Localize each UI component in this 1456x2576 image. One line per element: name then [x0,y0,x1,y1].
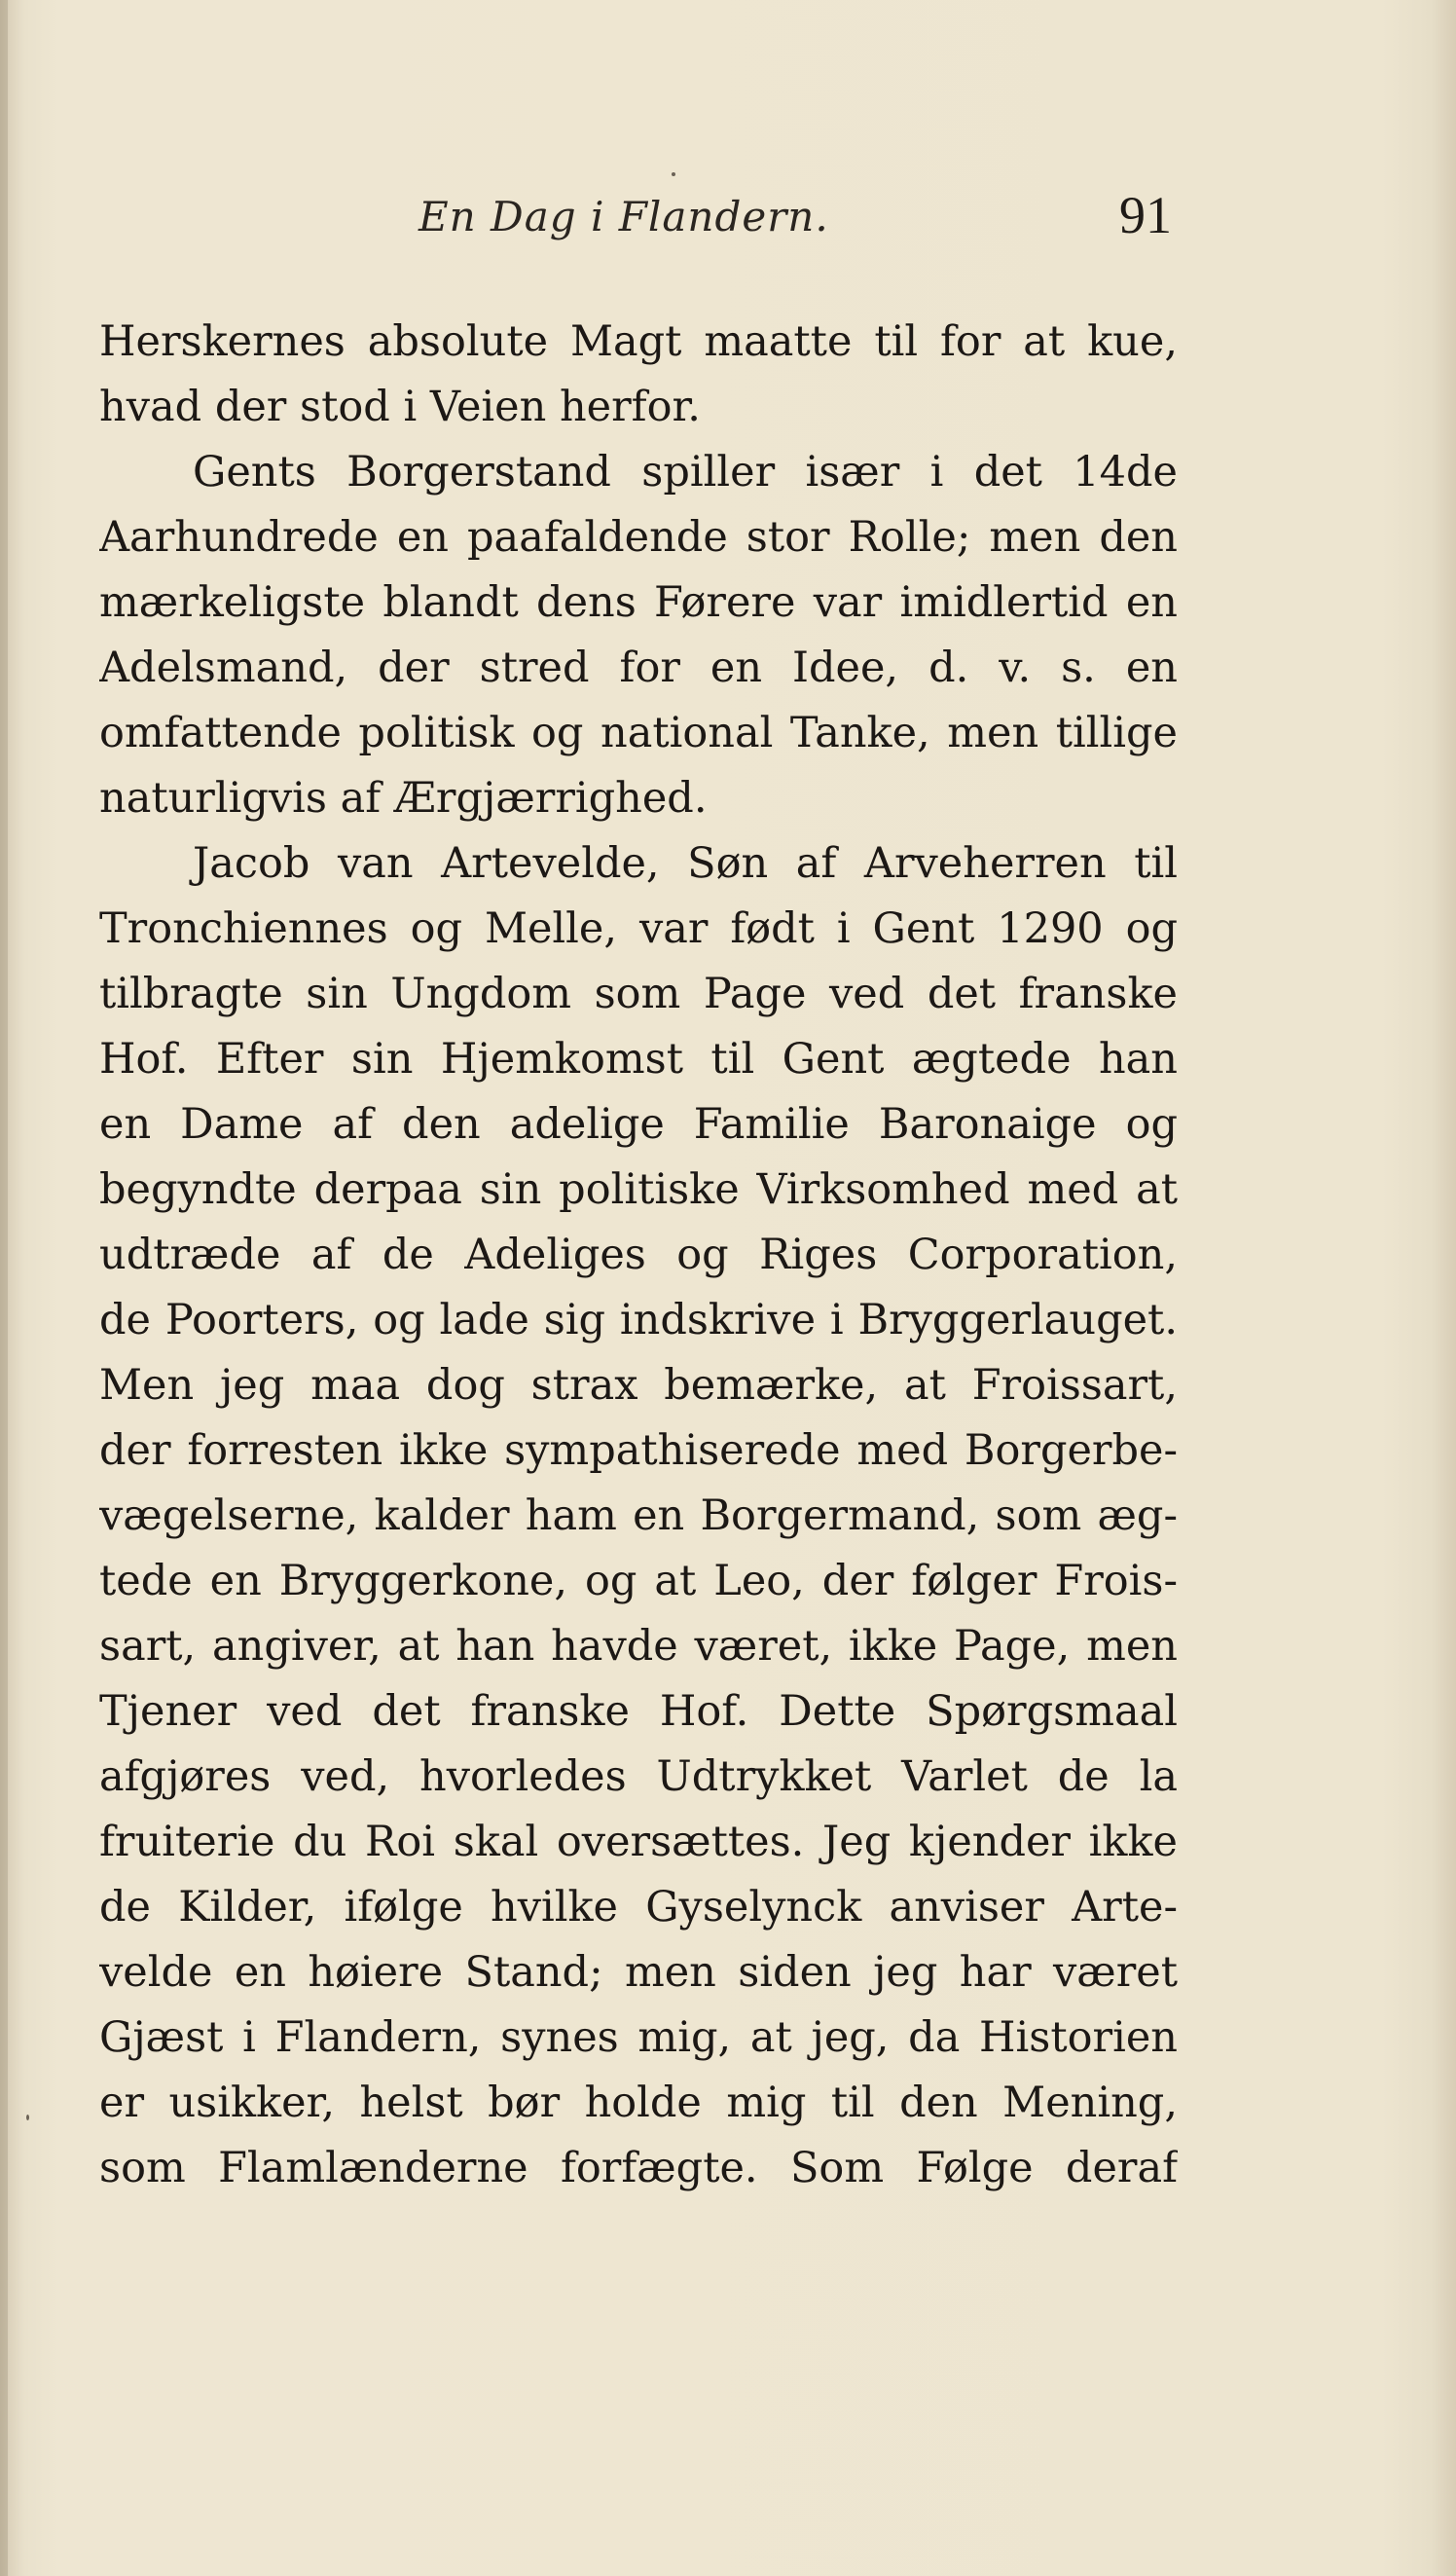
text-line: omfattende politisk og national Tanke, men tillige [99,709,1178,757]
body-text [99,310,1178,2201]
page-number: 91 [1119,186,1172,244]
text-line: Gents Borgerstand spiller især i det 14de [193,448,1178,497]
text-line: Gjæst i Flandern, synes mig, at jeg, da Historien [99,2013,1178,2062]
page-edge-shadow [0,0,8,2576]
text-line: afgjøres ved, hvorledes Udtrykket Varlet de la [99,1752,1178,1801]
text-line: Aarhundrede en paafaldende stor Rolle; men den [99,513,1178,562]
text-line: de Poorters, og lade sig indskrive i Bryggerlauget. [99,1296,1178,1344]
text-line: Adelsmand, der stred for en Idee, d. v. s. en [99,644,1178,692]
paper-speck [26,2115,29,2120]
text-line: Men jeg maa dog strax bemærke, at Froissart, [99,1361,1178,1410]
text-line: Tjener ved det franske Hof. Dette Spørgsmaal [99,1687,1178,1736]
paper-speck [672,172,675,176]
text-line: begyndte derpaa sin politiske Virksomhed med at [99,1165,1178,1214]
text-line: tilbragte sin Ungdom som Page ved det franske [99,970,1178,1018]
text-line: mærkeligste blandt dens Førere var imidlertid en [99,578,1178,627]
text-line: Herskernes absolute Magt maatte til for at kue, [99,317,1178,366]
text-line: tede en Bryggerkone, og at Leo, der følger Frois- [99,1557,1178,1605]
text-line: sart, angiver, at han havde været, ikke Page, men [99,1622,1178,1671]
text-line: som Flamlænderne forfægte. Som Følge deraf [99,2144,1178,2192]
text-line: vægelserne, kalder ham en Borgermand, som æg- [99,1491,1178,1540]
text-line: er usikker, helst bør holde mig til den Mening, [99,2079,1178,2127]
text-line: Hof. Efter sin Hjemkomst til Gent ægtede han [99,1035,1178,1084]
text-line: naturligvis af Ærgjærrighed. [99,774,708,823]
text-line: en Dame af den adelige Familie Baronaige og [99,1100,1178,1149]
text-line: udtræde af de Adeliges og Riges Corporation, [99,1231,1178,1279]
text-line: de Kilder, ifølge hvilke Gyselynck anviser Arte- [99,1883,1178,1932]
text-line: Jacob van Artevelde, Søn af Arveherren til [193,839,1178,888]
text-line: hvad der stod i Veien herfor. [99,383,701,431]
text-line: fruiterie du Roi skal oversættes. Jeg kjender ikke [99,1818,1178,1866]
text-line: der forresten ikke sympathiserede med Borgerbe- [99,1426,1178,1475]
running-head [0,185,1456,253]
running-title: En Dag i Flandern. [419,193,829,240]
text-line: velde en høiere Stand; men siden jeg har været [99,1948,1178,1997]
text-line: Tronchiennes og Melle, var født i Gent 1290 og [99,904,1178,953]
